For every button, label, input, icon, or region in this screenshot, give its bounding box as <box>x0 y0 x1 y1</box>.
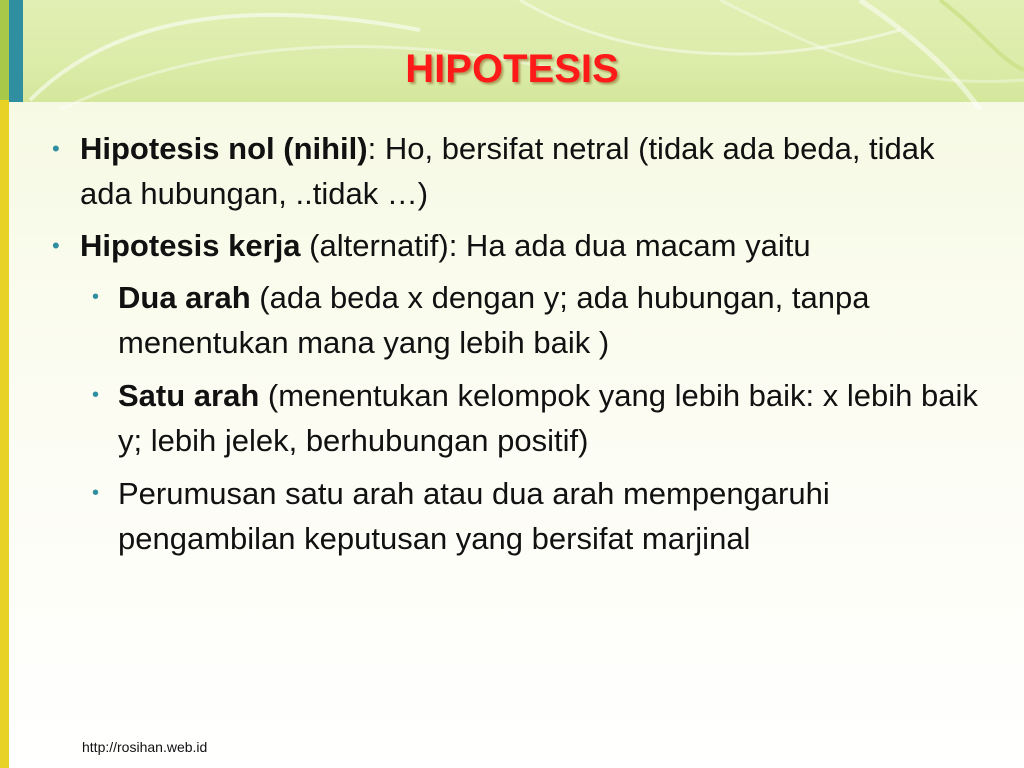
bullet-text: (alternatif): Ha ada dua macam yaitu <box>300 228 811 263</box>
bullet-dot-icon: • <box>52 136 60 161</box>
bullet-text: : Ho, bersifat netral (tidak ada beda, tidak ada hubungan, ..tidak …) <box>80 131 935 211</box>
bullet-item-hipotesis-nol <box>52 126 960 216</box>
subbullet-item-satu-arah <box>92 373 998 463</box>
bullet-bold-text: Hipotesis nol (nihil) <box>80 131 368 166</box>
subbullet-bold-text: Satu arah <box>118 378 260 413</box>
subbullet-dot-icon: • <box>92 482 100 504</box>
slide-title: HIPOTESIS <box>405 47 619 91</box>
subbullet-item-dua-arah <box>92 275 998 365</box>
footer-url: http://rosihan.web.id <box>82 739 208 755</box>
subbullet-text: (menentukan kelompok yang lebih baik: x lebih baik y; lebih jelek, berhubungan positif) <box>118 378 978 458</box>
subbullet-dot-icon: • <box>92 384 100 406</box>
subbullet-text: Perumusan satu arah atau dua arah mempengaruhi pengambilan keputusan yang bersifat marjinal <box>118 476 830 556</box>
subbullet-dot-icon: • <box>92 286 100 308</box>
bullet-list <box>0 126 1024 569</box>
bullet-dot-icon: • <box>52 233 60 258</box>
bullet-bold-text: Hipotesis kerja <box>80 228 301 263</box>
bullet-item-hipotesis-kerja <box>52 223 960 268</box>
subbullet-item-perumusan <box>92 471 998 561</box>
subbullet-bold-text: Dua arah <box>118 280 251 315</box>
subbullet-text: (ada beda x dengan y; ada hubungan, tanpa menentukan mana yang lebih baik ) <box>118 280 870 360</box>
